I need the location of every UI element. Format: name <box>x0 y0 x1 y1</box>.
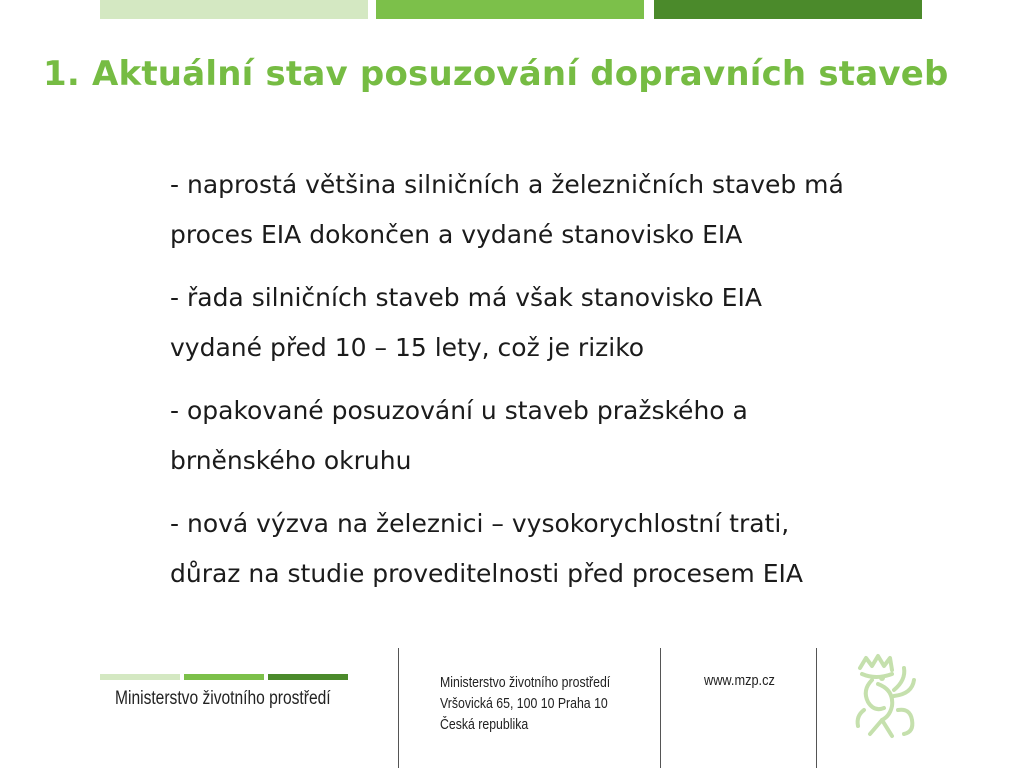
footer-divider <box>660 648 661 768</box>
bullet-item <box>170 160 970 260</box>
address-line: Česká republika <box>440 716 529 733</box>
top-bar-light <box>100 0 368 19</box>
bullet-line: proces EIA dokončen a vydané stanovisko EIA <box>170 220 743 249</box>
bullet-line: důraz na studie proveditelnosti před procesem EIA <box>170 559 803 588</box>
footer-bar-light <box>100 674 180 680</box>
footer-divider <box>398 648 399 768</box>
bullet-line: vydané před 10 – 15 lety, což je riziko <box>170 333 645 362</box>
footer-bar-medium <box>184 674 264 680</box>
address-line: Vršovická 65, 100 10 Praha 10 <box>440 695 608 712</box>
website-link[interactable]: www.mzp.cz <box>704 672 775 689</box>
bullet-item <box>170 499 970 599</box>
footer <box>0 640 1024 768</box>
top-bar-dark <box>654 0 922 19</box>
footer-divider <box>816 648 817 768</box>
footer-bar-dark <box>268 674 348 680</box>
address-line: Ministerstvo životního prostředí <box>440 674 611 691</box>
ministry-logo-text: Ministerstvo životního prostředí <box>115 688 331 709</box>
bullet-line: - řada silničních staveb má však stanovisko EIA <box>170 283 762 312</box>
top-bar-medium <box>376 0 644 19</box>
bullet-line: - opakované posuzování u staveb pražského a <box>170 396 748 425</box>
bullet-list <box>170 160 970 612</box>
slide-title: 1. Aktuální stav posuzování dopravních staveb <box>43 54 949 94</box>
bullet-item <box>170 273 970 373</box>
bullet-line: - naprostá většina silničních a železničních staveb má <box>170 170 844 199</box>
bullet-line: - nová výzva na železnici – vysokorychlostní trati, <box>170 509 790 538</box>
bullet-item <box>170 386 970 486</box>
bullet-line: brněnského okruhu <box>170 446 412 475</box>
czech-lion-icon <box>848 650 922 740</box>
footer-address <box>440 672 648 735</box>
